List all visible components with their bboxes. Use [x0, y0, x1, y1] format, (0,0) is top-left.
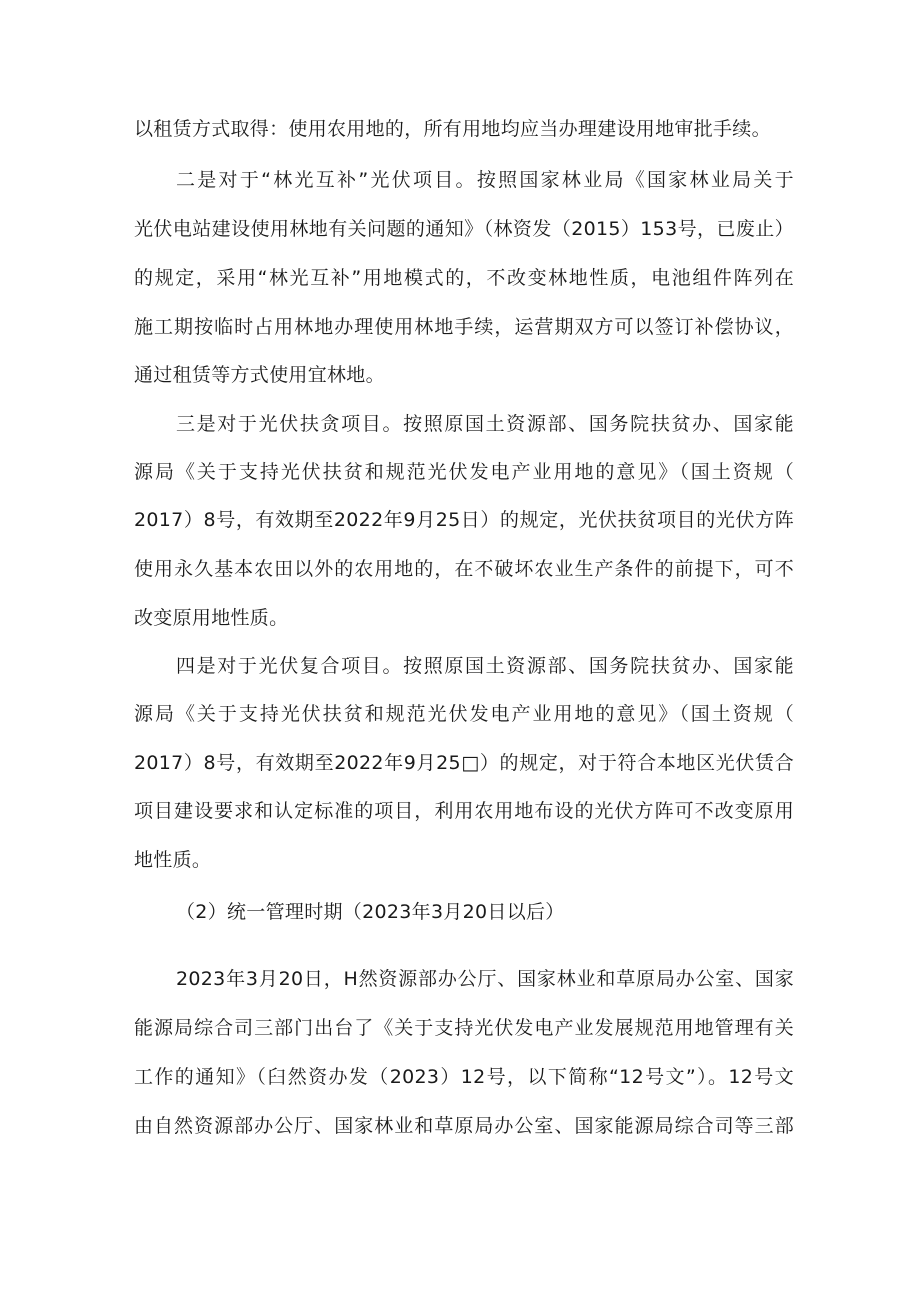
- paragraph-3-line-4: 使用永久基本农田以外的农用地的，在不破坏农业生产条件的前提下，可不: [134, 558, 794, 580]
- paragraph-3-line-3: 2017）8号，有效期至2022年9月25日）的规定，光伏扶贫项目的光伏方阵: [134, 509, 794, 531]
- paragraph-1-line-1: 以租赁方式取得：使用农用地的，所有用地均应当办理建设用地审批手续。: [134, 118, 771, 140]
- paragraph-3-line-2: 源局《关于支持光伏扶贫和规范光伏发电产业用地的意见》（国土资规（: [134, 461, 794, 483]
- paragraph-4-line-3: 2017）8号，有效期至2022年9月25□）的规定，对于符合本地区光伏赁合: [134, 752, 794, 774]
- paragraph-2-line-4: 施工期按临时占用林地办理使用林地手续，运营期双方可以签订补偿协议，: [134, 316, 794, 338]
- paragraph-4-line-2: 源局《关于支持光伏扶贫和规范光伏发电产业用地的意见》（国土资规（: [134, 703, 794, 725]
- paragraph-2-line-5: 通过租赁等方式使用宜林地。: [134, 364, 385, 386]
- paragraph-4-line-4: 项目建设要求和认定标准的项目，利用农用地布设的光伏方阵可不改变原用: [134, 800, 794, 822]
- paragraph-5-line-1: 2023年3月20日，H然资源部办公厅、国家林业和草原局办公室、国家: [176, 968, 794, 990]
- section-heading: （2）统一管理时期（2023年3月20日以后）: [176, 901, 565, 923]
- paragraph-3-line-5: 改变原用地性质。: [134, 607, 289, 629]
- paragraph-5-line-3: 工作的通知》（臼然资办发（2023）12号，以下简称“12号文”）。12号文: [134, 1066, 794, 1088]
- paragraph-2-line-3: 的规定，采用“林光互补”用地模式的，不改变林地性质，电池组件阵列在: [134, 267, 794, 289]
- paragraph-5-line-2: 能源局综合司三部门出台了《关于支持光伏发电产业发展规范用地管理有关: [134, 1017, 794, 1039]
- paragraph-5-line-4: 由自然资源部办公厅、国家林业和草原局办公室、国家能源局综合司等三部: [134, 1115, 794, 1137]
- paragraph-2-line-2: 光伏电站建设使用林地有关问题的通知》（林资发（2015）153号，已废止）: [134, 218, 794, 240]
- paragraph-4-line-1: 四是对于光伏复合项目。按照原国土资源部、国务院扶贫办、国家能: [176, 655, 794, 677]
- paragraph-2-line-1: 二是对于“林光互补”光伏项目。按照国家林业局《国家林业局关于: [176, 169, 794, 191]
- paragraph-3-line-1: 三是对于光伏扶贪项目。按照原国土资源部、国务院扶贫办、国家能: [176, 413, 794, 435]
- paragraph-4-line-5: 地性质。: [134, 849, 212, 871]
